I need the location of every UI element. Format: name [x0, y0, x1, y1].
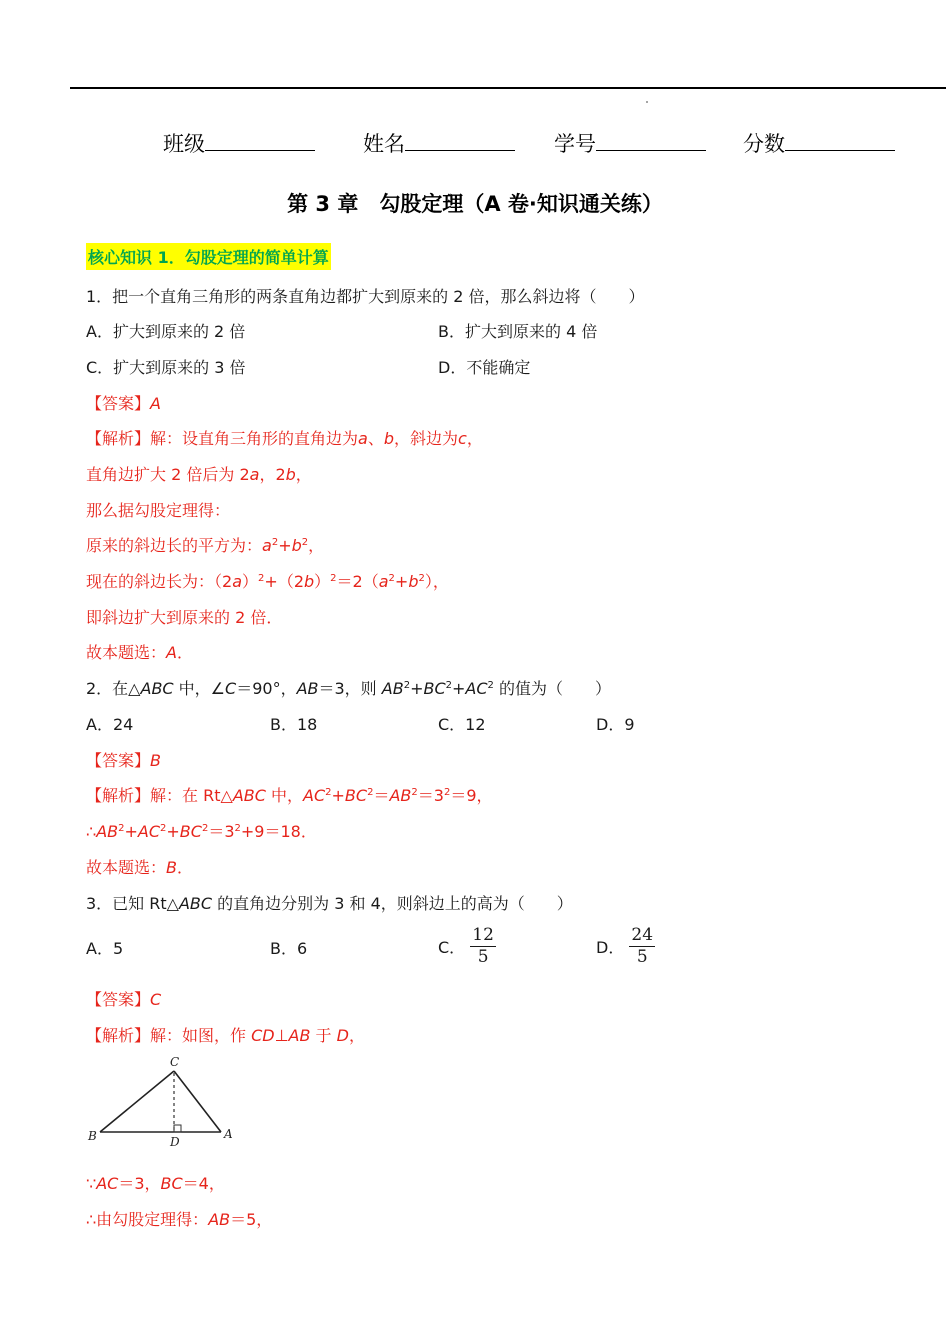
top-rule	[70, 87, 946, 89]
q1-option-d[interactable]: D．不能确定	[438, 358, 531, 377]
side-ca	[174, 1071, 221, 1132]
q3-option-b[interactable]: B．6	[270, 939, 308, 958]
stray-dot	[646, 101, 648, 103]
score-field[interactable]: 分数	[743, 128, 895, 158]
q2-analysis-line-2: $\therefore AB^2+AC^2+BC^2=3^2+9=18$．	[86, 822, 317, 841]
q3-option-a[interactable]: A．5	[86, 939, 124, 958]
q2-analysis-line-1: 【解析】解：在 Rt△ABC 中，$AC^2+BC^2=AB^2=3^2=9$，	[86, 786, 493, 805]
page-title: 第 3 章 勾股定理（A 卷·知识通关练）	[287, 192, 663, 216]
q1-analysis-line-1: 【解析】解：设直角三角形的直角边为a、b，斜边为c，	[86, 429, 483, 448]
class-field[interactable]: 班级	[163, 128, 315, 158]
q2-option-a[interactable]: A．24	[86, 715, 134, 734]
label-a: A	[224, 1127, 233, 1141]
triangle-figure	[84, 1050, 244, 1150]
q2-option-d[interactable]: D．9	[596, 715, 635, 734]
student-id-field[interactable]: 学号	[554, 128, 706, 158]
label-b: B	[88, 1129, 97, 1143]
name-field[interactable]: 姓名	[363, 128, 515, 158]
label-c: C	[170, 1055, 180, 1069]
q2-stem: 2．在△ABC 中，∠C＝90°，AB＝3，则 $AB^2+BC^2+AC^2$ 的值为（ ）	[86, 679, 612, 698]
q1-analysis-line-2: 直角边扩大 2 倍后为 2a，2b，	[86, 465, 312, 484]
q1-stem: 1．把一个直角三角形的两条直角边都扩大到原来的 2 倍，那么斜边将（ ）	[86, 287, 645, 306]
q2-option-b[interactable]: B．18	[270, 715, 318, 734]
q1-analysis-line-6: 即斜边扩大到原来的 2 倍．	[86, 608, 283, 627]
q1-option-a[interactable]: A．扩大到原来的 2 倍	[86, 322, 246, 341]
q3-analysis-line-1: 【解析】解：如图，作 CD⊥AB 于 D，	[86, 1026, 365, 1045]
q3-answer: 【答案】C	[86, 990, 162, 1009]
label-d: D	[170, 1135, 180, 1149]
right-angle-mark	[174, 1125, 181, 1132]
fraction-24-over-5: $\frac{24}{5}$	[631, 925, 654, 967]
q1-analysis-line-3: 那么据勾股定理得：	[86, 501, 231, 520]
q3-option-d[interactable]: D． $\frac{24}{5}$	[596, 925, 654, 967]
q2-option-c[interactable]: C．12	[438, 715, 486, 734]
q3-analysis-line-3: ∴由勾股定理得：AB＝5，	[86, 1210, 273, 1229]
section-heading: 核心知识 1．勾股定理的简单计算	[86, 243, 331, 270]
side-bc	[100, 1071, 174, 1132]
q3-analysis-line-2: ∵AC＝3，BC＝4，	[86, 1174, 225, 1193]
q1-option-c[interactable]: C．扩大到原来的 3 倍	[86, 358, 246, 377]
q2-analysis-line-3: 故本题选：B．	[86, 858, 194, 877]
q1-answer: 【答案】A	[86, 394, 161, 413]
q1-option-b[interactable]: B．扩大到原来的 4 倍	[438, 322, 598, 341]
q1-analysis-line-7: 故本题选：A．	[86, 643, 193, 662]
q1-analysis-line-5: 现在的斜边长为：$(2a)^2+(2b)^2=2(a^2+b^2)$，	[86, 572, 449, 591]
q3-stem: 3．已知 Rt△ABC 的直角边分别为 3 和 4，则斜边上的高为（ ）	[86, 894, 573, 913]
q1-analysis-line-4: 原来的斜边长的平方为：$a^2+b^2$，	[86, 536, 325, 555]
q2-answer: 【答案】B	[86, 751, 161, 770]
q3-option-c[interactable]: C． $\frac{12}{5}$	[438, 925, 494, 967]
fraction-12-over-5: $\frac{12}{5}$	[472, 925, 494, 967]
